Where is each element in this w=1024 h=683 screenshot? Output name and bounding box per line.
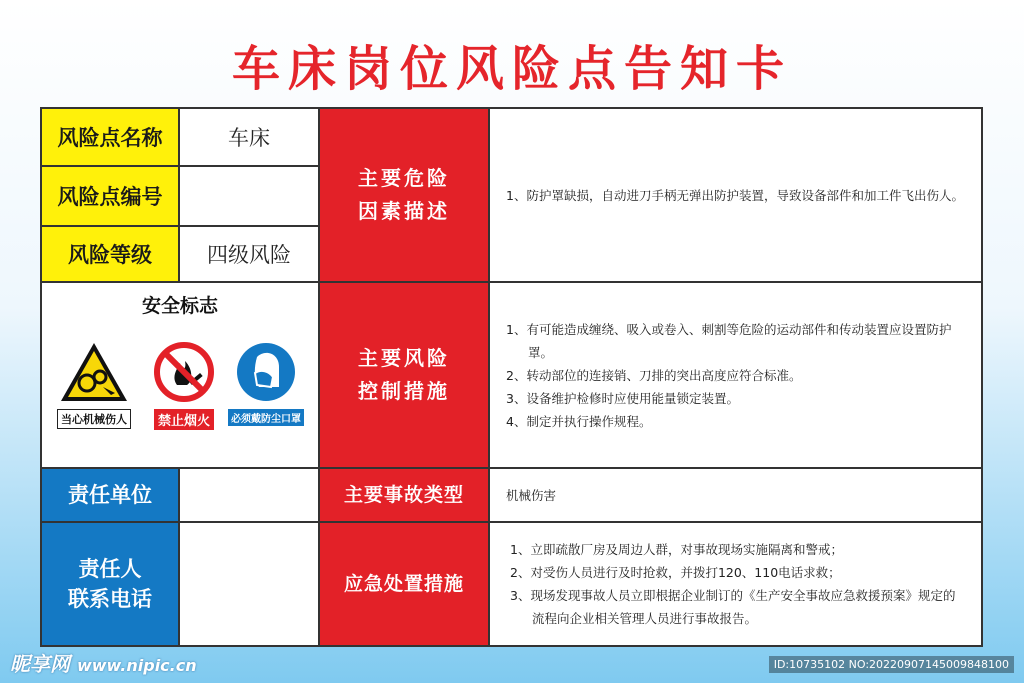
risk-card	[40, 107, 983, 647]
sign-no-fire	[146, 341, 222, 430]
emergency-item: 3、现场发现事故人员立即根据企业制订的《生产安全事故应急救援预案》规定的流程向企业相关管理人员进行事故报告。	[510, 588, 956, 626]
control-heading	[320, 283, 488, 467]
risk-name-value: 车床	[180, 109, 318, 165]
responsible-person-value	[180, 523, 318, 645]
responsible-unit-label: 责任单位	[42, 469, 178, 521]
no-fire-icon	[153, 341, 215, 403]
control-item: 3、设备维护检修时应使用能量锁定装置。	[506, 390, 739, 406]
control-item: 1、有可能造成缠绕、吸入或卷入、刺割等危险的运动部件和传动装置应设置防护罩。	[506, 321, 952, 360]
hazard-heading-line2: 因素描述	[358, 199, 450, 223]
risk-code-value	[180, 167, 318, 225]
risk-level-label: 风险等级	[42, 227, 178, 281]
contact-phone-text: 联系电话	[68, 587, 152, 611]
risk-name-label: 风险点名称	[42, 109, 178, 165]
watermark-url: www.nipic.cn	[76, 656, 197, 675]
sign-dust-mask	[228, 341, 304, 426]
hazard-description	[490, 109, 981, 281]
hazard-heading-line1: 主要危险	[358, 166, 450, 190]
hazard-item: 1、防护罩缺损，自动进刀手柄无弹出防护装置，导致设备部件和加工件飞出伤人。	[506, 187, 964, 203]
emergency-heading: 应急处置措施	[320, 523, 488, 645]
emergency-item: 2、对受伤人员进行及时抢救，并拨打120、110电话求救；	[510, 565, 841, 580]
control-heading-line2: 控制措施	[358, 379, 450, 403]
control-item: 4、制定并执行操作规程。	[506, 413, 652, 429]
safety-signs-title: 安全标志	[141, 295, 218, 317]
watermark-logo-text: 昵享网	[10, 652, 70, 676]
responsible-unit-value	[180, 469, 318, 521]
hazard-heading	[320, 109, 488, 281]
accident-type-value: 机械伤害	[490, 469, 981, 521]
risk-level-value: 四级风险	[180, 227, 318, 281]
dust-mask-icon	[235, 341, 297, 403]
image-id-label: ID:10735102 NO:20220907145009848100	[769, 656, 1014, 673]
page-title: 车床岗位风险点告知卡	[231, 41, 792, 97]
control-measures	[490, 283, 981, 467]
responsible-person-label	[42, 523, 178, 645]
control-heading-line1: 主要风险	[358, 346, 450, 370]
responsible-person-text: 责任人	[78, 557, 142, 581]
sign-label-dust-mask: 必须戴防尘口罩	[228, 409, 304, 426]
watermark-logo	[10, 648, 197, 677]
sign-label-no-fire: 禁止烟火	[154, 409, 214, 430]
sign-warning-machinery	[56, 341, 132, 429]
control-item: 2、转动部位的连接销、刀排的突出高度应符合标准。	[506, 367, 802, 383]
accident-type-heading: 主要事故类型	[320, 469, 488, 521]
safety-signs-panel	[42, 283, 318, 467]
risk-code-label: 风险点编号	[42, 167, 178, 225]
warning-machinery-icon	[59, 341, 129, 403]
emergency-item: 1、立即疏散厂房及周边人群，对事故现场实施隔离和警戒；	[510, 542, 843, 557]
sign-label-machinery: 当心机械伤人	[57, 409, 131, 429]
emergency-measures	[490, 523, 981, 645]
